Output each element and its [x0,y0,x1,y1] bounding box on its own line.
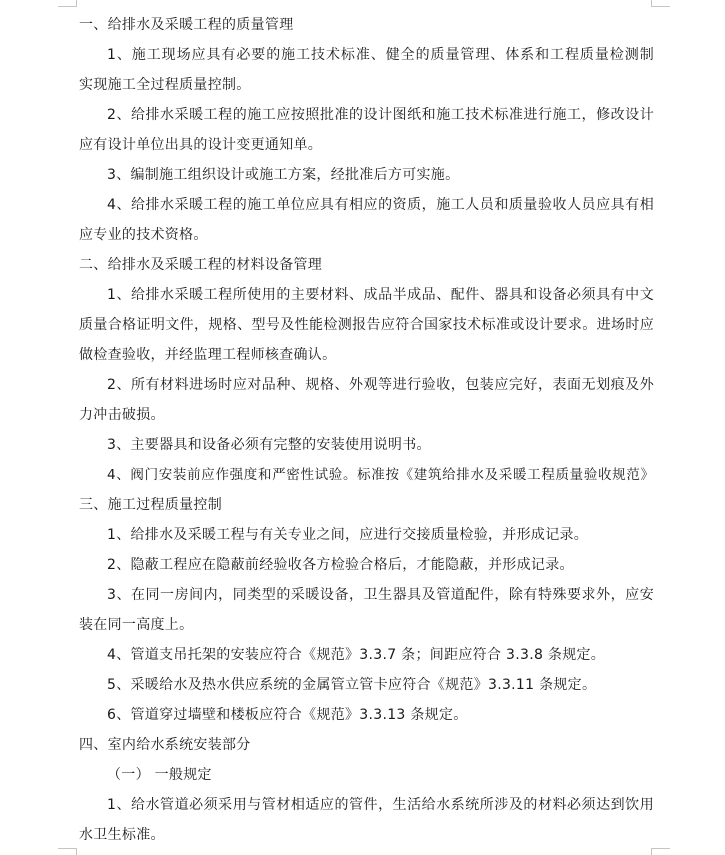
paragraph-line: 2、隐蔽工程应在隐蔽前经验收各方检验合格后，才能隐蔽，并形成记录。 [107,557,574,573]
section-heading: 一、给排水及采暖工程的质量管理 [79,17,294,33]
paragraph-line: 应有设计单位出具的设计变更通知单。 [79,137,323,153]
paragraph-line: 6、管道穿过墙壁和楼板应符合《规范》3.3.13 条规定。 [107,707,468,723]
crop-mark-top-left [58,6,76,7]
paragraph-line: 做检查验收，并经监理工程师核查确认。 [79,347,337,363]
crop-mark-top-left [76,0,77,7]
paragraph-line: 2、所有材料进场时应对品种、规格、外观等进行验收，包装应完好，表面无划痕及外 [107,377,654,393]
section-heading: 四、室内给水系统安装部分 [79,737,251,753]
paragraph-line: 4、阀门安装前应作强度和严密性试验。标准按《建筑给排水及采暖工程质量验收规范》 [107,467,654,483]
paragraph-line: 3、主要器具和设备必须有完整的安装使用说明书。 [107,437,431,453]
paragraph-line: 3、编制施工组织设计或施工方案，经批准后方可实施。 [107,167,460,183]
paragraph-line: 1、给水管道必须采用与管材相适应的管件，生活给水系统所涉及的材料必须达到饮用 [107,797,654,813]
document-body[interactable] [79,10,654,850]
paragraph-line: 4、给排水采暖工程的施工单位应具有相应的资质，施工人员和质量验收人员应具有相 [107,197,654,213]
paragraph-line: 水卫生标准。 [79,827,165,843]
crop-mark-top-right [652,6,670,7]
paragraph-line: 1、给排水及采暖工程与有关专业之间，应进行交接质量检验，并形成记录。 [107,527,589,543]
crop-mark-bottom-left [58,848,76,849]
paragraph-line: 5、采暖给水及热水供应系统的金属管立管卡应符合《规范》3.3.11 条规定。 [107,677,597,693]
paragraph-line: 实现施工全过程质量控制。 [79,77,251,93]
paragraph-line: 质量合格证明文件，规格、型号及性能检测报告应符合国家技术标准或设计要求。进场时应 [79,317,654,333]
section-heading: 三、施工过程质量控制 [79,497,222,513]
crop-mark-top-right [651,0,652,7]
paragraph-line: 力冲击破损。 [79,407,165,423]
paragraph-line: 装在同一高度上。 [79,617,194,633]
subsection-heading: （一） 一般规定 [107,767,212,783]
paragraph-line: 4、管道支吊托架的安装应符合《规范》3.3.7 条；间距应符合 3.3.8 条规定。 [107,647,606,663]
paragraph-line: 应专业的技术资格。 [79,227,208,243]
paragraph-line: 2、给排水采暖工程的施工应按照批准的设计图纸和施工技术标准进行施工，修改设计 [107,107,654,123]
crop-mark-bottom-right [652,848,670,849]
paragraph-line: 3、在同一房间内，同类型的采暖设备，卫生器具及管道配件，除有特殊要求外，应安 [107,587,654,603]
paragraph-line: 1、给排水采暖工程所使用的主要材料、成品半成品、配件、器具和设备必须具有中文 [107,287,654,303]
section-heading: 二、给排水及采暖工程的材料设备管理 [79,257,323,273]
paragraph-line: 1、施工现场应具有必要的施工技术标准、健全的质量管理、体系和工程质量检测制 [107,47,654,63]
crop-mark-bottom-left [76,848,77,855]
